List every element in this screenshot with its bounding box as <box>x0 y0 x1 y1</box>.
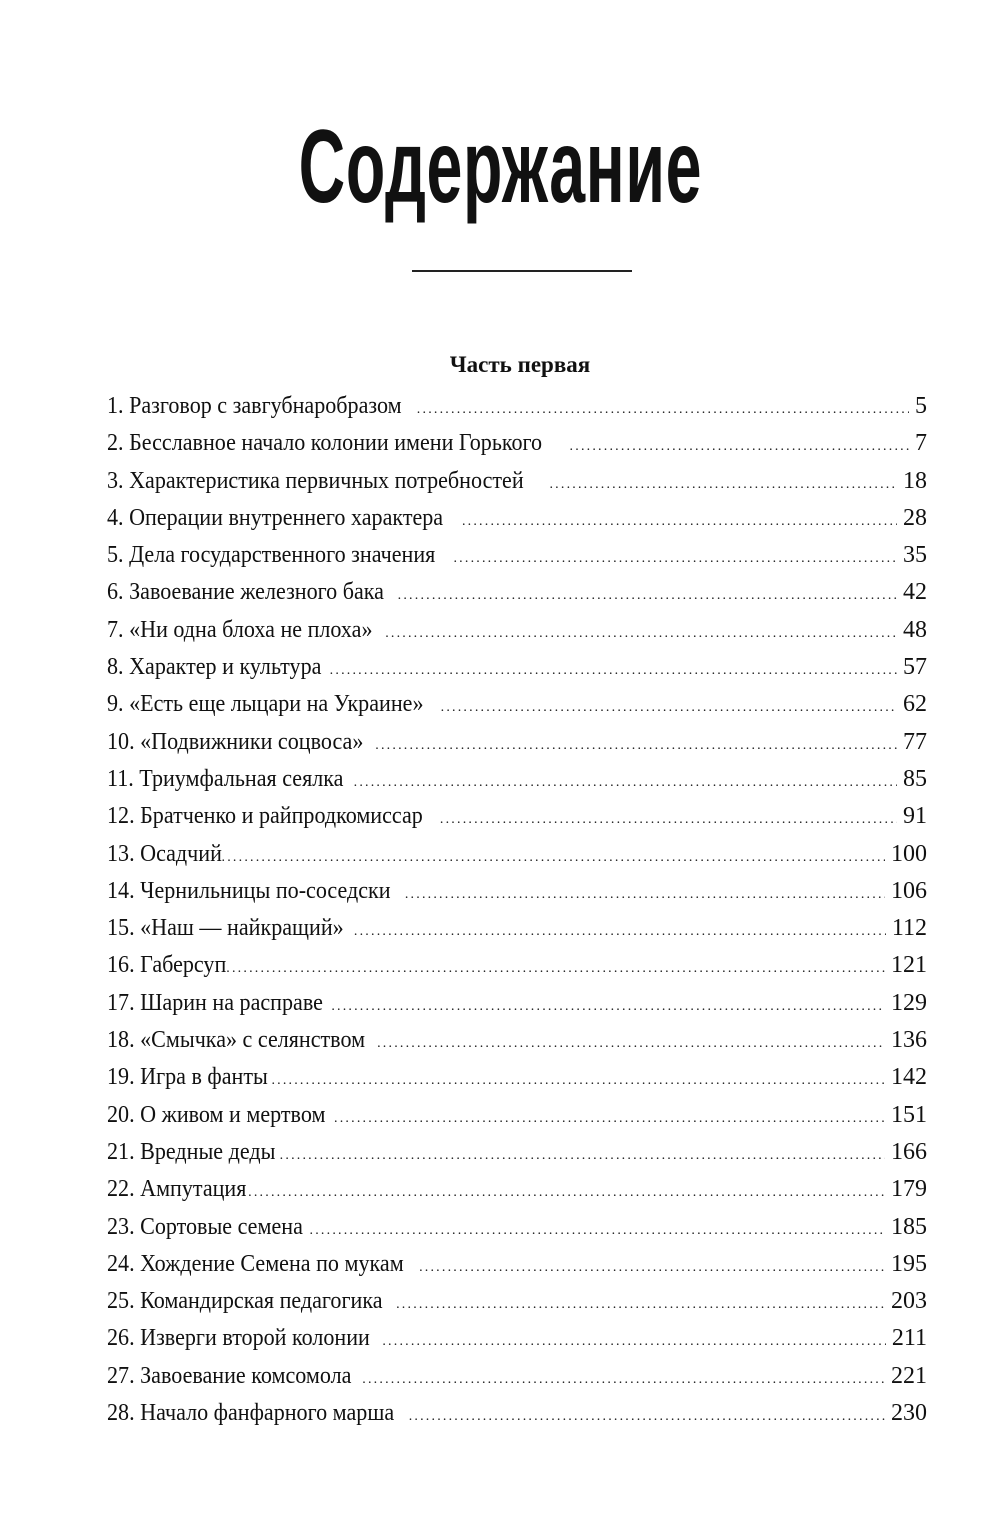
toc-entry-title: 23. Сортовые семена <box>107 1213 303 1240</box>
toc-entry-page: 106 <box>891 877 927 904</box>
toc-entry-title: 24. Хождение Семена по мукам <box>107 1250 404 1277</box>
toc-entry[interactable] <box>107 574 927 611</box>
toc-entry-title: 26. Изверги второй колонии <box>107 1325 370 1352</box>
toc-entry[interactable] <box>107 1134 927 1171</box>
page-title-text: Содержание <box>298 109 702 225</box>
toc-entry-page: 5 <box>915 393 927 419</box>
page-title <box>0 109 1000 225</box>
toc-entry-title: 12. Братченко и райпродкомиссар <box>107 803 423 830</box>
toc-entry-page: 35 <box>903 542 927 569</box>
dot-leader <box>375 727 897 764</box>
dot-leader <box>331 988 885 1025</box>
dot-leader <box>377 1025 885 1062</box>
toc-entry-title: 21. Вредные деды <box>107 1138 276 1165</box>
toc-entry[interactable] <box>107 1283 927 1320</box>
toc-entry-title: 27. Завоевание комсомола <box>107 1362 352 1389</box>
toc-entry[interactable] <box>107 537 927 574</box>
toc-entry-page: 7 <box>915 430 927 457</box>
toc-entry-page: 100 <box>891 840 927 867</box>
toc-entry[interactable] <box>107 873 927 910</box>
toc-entry-page: 203 <box>891 1288 927 1315</box>
toc-entry-page: 195 <box>891 1250 927 1277</box>
toc-entry-title: 1. Разговор с завгубнаробразом <box>107 393 402 419</box>
dot-leader <box>382 1323 886 1360</box>
toc-entry[interactable] <box>107 500 927 537</box>
toc-entry[interactable] <box>107 686 927 723</box>
toc-entry-page: 77 <box>903 728 927 755</box>
toc-entry-page: 85 <box>903 765 927 792</box>
toc-entry[interactable] <box>107 649 927 686</box>
dot-leader <box>248 1174 885 1211</box>
toc-entry[interactable] <box>107 425 927 462</box>
toc-entry-page: 166 <box>891 1138 927 1165</box>
toc-entry-page: 112 <box>891 915 927 942</box>
toc-entry[interactable] <box>107 388 927 425</box>
dot-leader <box>417 391 909 428</box>
toc-entry-page: 142 <box>891 1064 927 1091</box>
toc-entry-page: 211 <box>891 1325 927 1352</box>
toc-entry[interactable] <box>107 1395 927 1432</box>
dot-leader <box>570 428 909 465</box>
toc-entry-page: 91 <box>903 803 927 830</box>
toc-entry-title: 18. «Смычка» с селянством <box>107 1027 366 1054</box>
toc-entry-title: 16. Габерсуп <box>107 952 227 979</box>
dot-leader <box>354 764 897 801</box>
toc-entry[interactable] <box>107 947 927 984</box>
toc-entry-title: 15. «Наш — найкращий» <box>107 915 344 942</box>
toc-entry[interactable] <box>107 1209 927 1246</box>
title-divider <box>412 270 632 272</box>
toc-entry[interactable] <box>107 798 927 835</box>
toc-entry[interactable] <box>107 1246 927 1283</box>
toc-entry-page: 185 <box>891 1213 927 1240</box>
dot-leader <box>453 540 897 577</box>
dot-leader <box>462 503 897 540</box>
dot-leader <box>398 577 897 614</box>
toc-entry-page: 62 <box>903 691 927 718</box>
toc-entry[interactable] <box>107 1171 927 1208</box>
toc-entry-title: 8. Характер и культура <box>107 654 322 681</box>
part-heading: Часть первая <box>449 352 591 377</box>
dot-leader <box>549 466 897 503</box>
toc-entry-page: 230 <box>891 1400 927 1427</box>
toc-entry-title: 13. Осадчий <box>107 840 222 867</box>
toc-entry-page: 136 <box>891 1027 927 1054</box>
dot-leader <box>334 1100 885 1137</box>
dot-leader <box>385 615 897 652</box>
dot-leader <box>441 689 897 726</box>
toc-entry[interactable] <box>107 761 927 798</box>
toc-entry-page: 151 <box>891 1101 927 1128</box>
toc-entry[interactable] <box>107 985 927 1022</box>
toc-entry[interactable] <box>107 724 927 761</box>
toc-entry-title: 19. Игра в фанты <box>107 1064 268 1091</box>
toc-entry-title: 25. Командирская педагогика <box>107 1288 383 1315</box>
dot-leader <box>310 1212 885 1249</box>
toc-entry[interactable] <box>107 836 927 873</box>
toc-entry-page: 179 <box>891 1176 927 1203</box>
toc-entry[interactable] <box>107 612 927 649</box>
toc-entry[interactable] <box>107 1320 927 1357</box>
toc-entry-title: 2. Бесславное начало колонии имени Горького <box>107 430 543 457</box>
dot-leader <box>409 1398 885 1435</box>
dot-leader <box>226 950 885 987</box>
toc-entry-title: 5. Дела государственного значения <box>107 542 436 569</box>
toc-entry[interactable] <box>107 463 927 500</box>
dot-leader <box>280 1137 885 1174</box>
toc-entry-title: 28. Начало фанфарного марша <box>107 1400 395 1427</box>
toc-entry[interactable] <box>107 1358 927 1395</box>
toc-entry-title: 7. «Ни одна блоха не плоха» <box>107 616 373 643</box>
toc-entry-page: 48 <box>903 616 927 643</box>
dot-leader <box>222 839 885 876</box>
dot-leader <box>354 913 886 950</box>
toc-entry-title: 9. «Есть еще лыцари на Украине» <box>107 691 424 718</box>
toc-entry-title: 17. Шарин на расправе <box>107 989 323 1016</box>
toc-entry-page: 57 <box>903 654 927 681</box>
dot-leader <box>271 1062 885 1099</box>
toc-entry[interactable] <box>107 910 927 947</box>
toc-entry-page: 121 <box>891 952 927 979</box>
toc-entry-page: 28 <box>903 504 927 531</box>
toc-entry[interactable] <box>107 1059 927 1096</box>
table-of-contents <box>107 388 927 1432</box>
toc-entry-title: 3. Характеристика первичных потребностей <box>107 467 524 494</box>
toc-entry-page: 129 <box>891 989 927 1016</box>
toc-entry[interactable] <box>107 1097 927 1134</box>
toc-entry-title: 22. Ампутация <box>107 1176 247 1203</box>
toc-entry[interactable] <box>107 1022 927 1059</box>
toc-entry-title: 14. Чернильницы по-соседски <box>107 877 391 904</box>
dot-leader <box>405 876 885 913</box>
dot-leader <box>362 1361 885 1398</box>
toc-entry-page: 18 <box>903 467 927 494</box>
toc-entry-title: 4. Операции внутреннего характера <box>107 504 444 531</box>
toc-entry-page: 221 <box>891 1362 927 1389</box>
toc-entry-page: 42 <box>903 579 927 606</box>
toc-entry-title: 10. «Подвижники соцвоса» <box>107 728 364 755</box>
dot-leader <box>396 1286 885 1323</box>
dot-leader <box>330 652 897 689</box>
dot-leader <box>419 1249 885 1286</box>
dot-leader <box>440 801 897 838</box>
toc-entry-title: 11. Триумфальная сеялка <box>107 765 344 792</box>
toc-entry-title: 20. О живом и мертвом <box>107 1101 326 1128</box>
toc-entry-title: 6. Завоевание железного бака <box>107 579 384 606</box>
